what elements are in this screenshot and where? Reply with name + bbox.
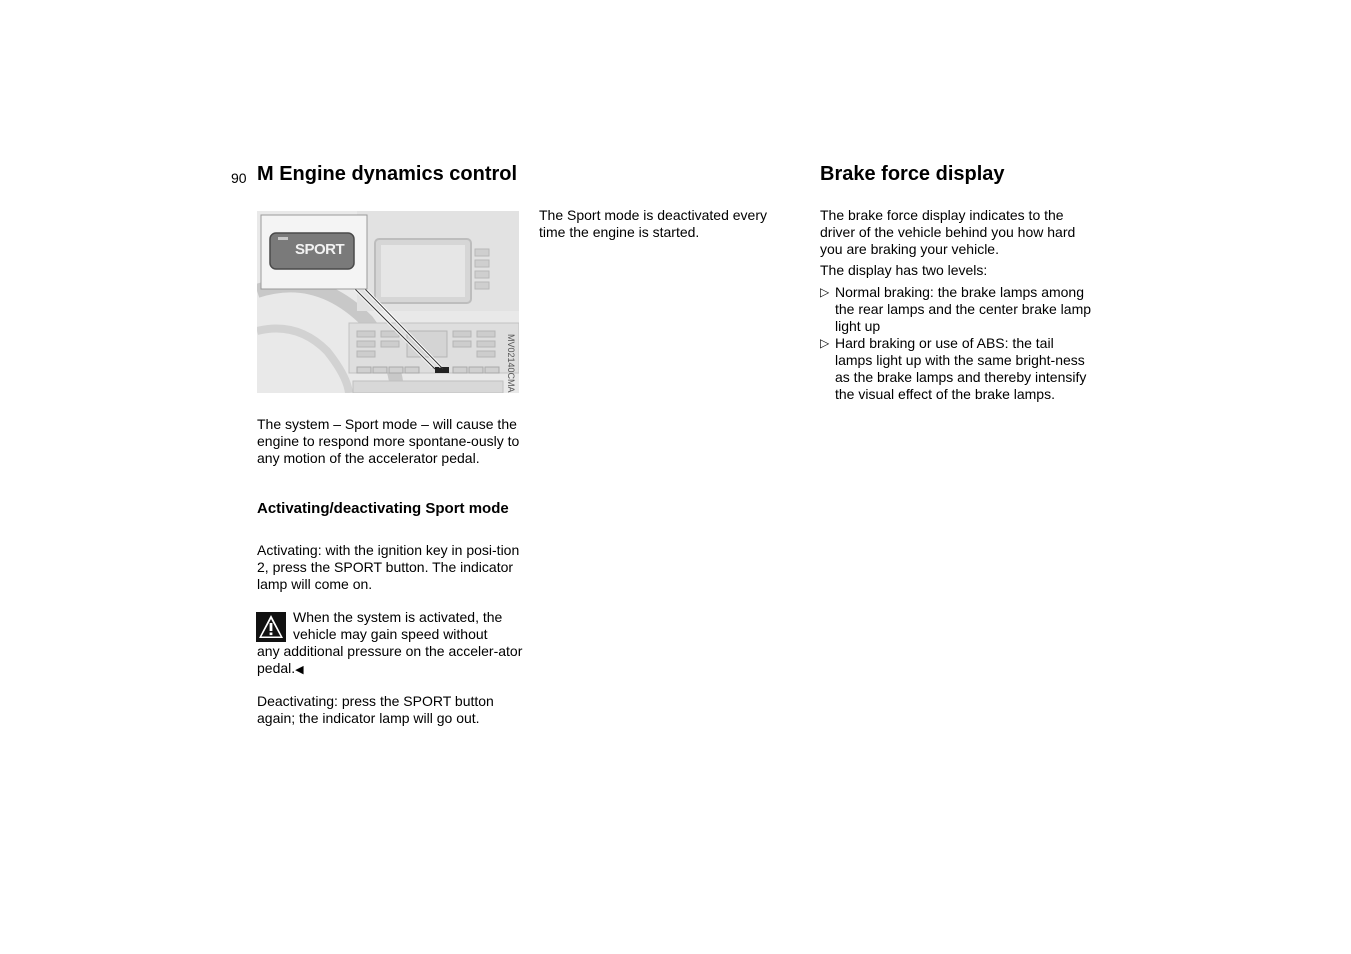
section-title-m-engine: M Engine dynamics control: [257, 163, 518, 185]
figure-code: MV02140CMA: [506, 334, 516, 393]
warning-triangle-icon: [256, 612, 286, 642]
section-title-brake-force: Brake force display: [820, 163, 1005, 185]
warning-line-1: When the system is activated, the: [293, 609, 503, 625]
levels-intro: The display has two levels:: [820, 262, 988, 278]
warning-line-2: vehicle may gain speed without: [293, 626, 488, 642]
list-item: [820, 284, 1092, 335]
page-number: 90: [231, 170, 247, 186]
deactivating-paragraph: Deactivating: press the SPORT button again; the indicator lamp will go out.: [257, 693, 494, 726]
intro-paragraph: The system – Sport mode – will cause the engine to respond more spontane-ously to any motion of the accelerator pedal.: [257, 416, 520, 466]
triangle-bullet-icon: ▷: [820, 285, 830, 299]
list-item: [820, 335, 1092, 403]
triangle-bullet-icon: ▷: [820, 336, 830, 350]
subheading-activating: Activating/deactivating Sport mode: [257, 500, 509, 517]
warning-text: any additional pressure on the acceler-ator pedal.: [257, 643, 523, 676]
sport-button-label: SPORT: [295, 241, 345, 258]
list-item-text: Hard braking or use of ABS: the tail lamps light up with the same bright-ness as the brake lamps and thereby intensify the visual effect of the brake lamps.: [835, 335, 1087, 402]
end-mark-icon: ◀: [295, 664, 304, 676]
warning-paragraph: [257, 643, 527, 679]
activating-paragraph: Activating: with the ignition key in posi-tion 2, press the SPORT button. The indicator lamp will come on.: [257, 542, 520, 592]
dashboard-figure: [257, 211, 519, 393]
sport-deactivated-note: The Sport mode is deactivated every time the engine is started.: [539, 207, 768, 240]
brake-intro-paragraph: The brake force display indicates to the driver of the vehicle behind you how hard you are braking your vehicle.: [820, 207, 1076, 257]
list-item-text: Normal braking: the brake lamps among the rear lamps and the center brake lamp light up: [835, 284, 1092, 334]
levels-list: [820, 284, 1092, 403]
